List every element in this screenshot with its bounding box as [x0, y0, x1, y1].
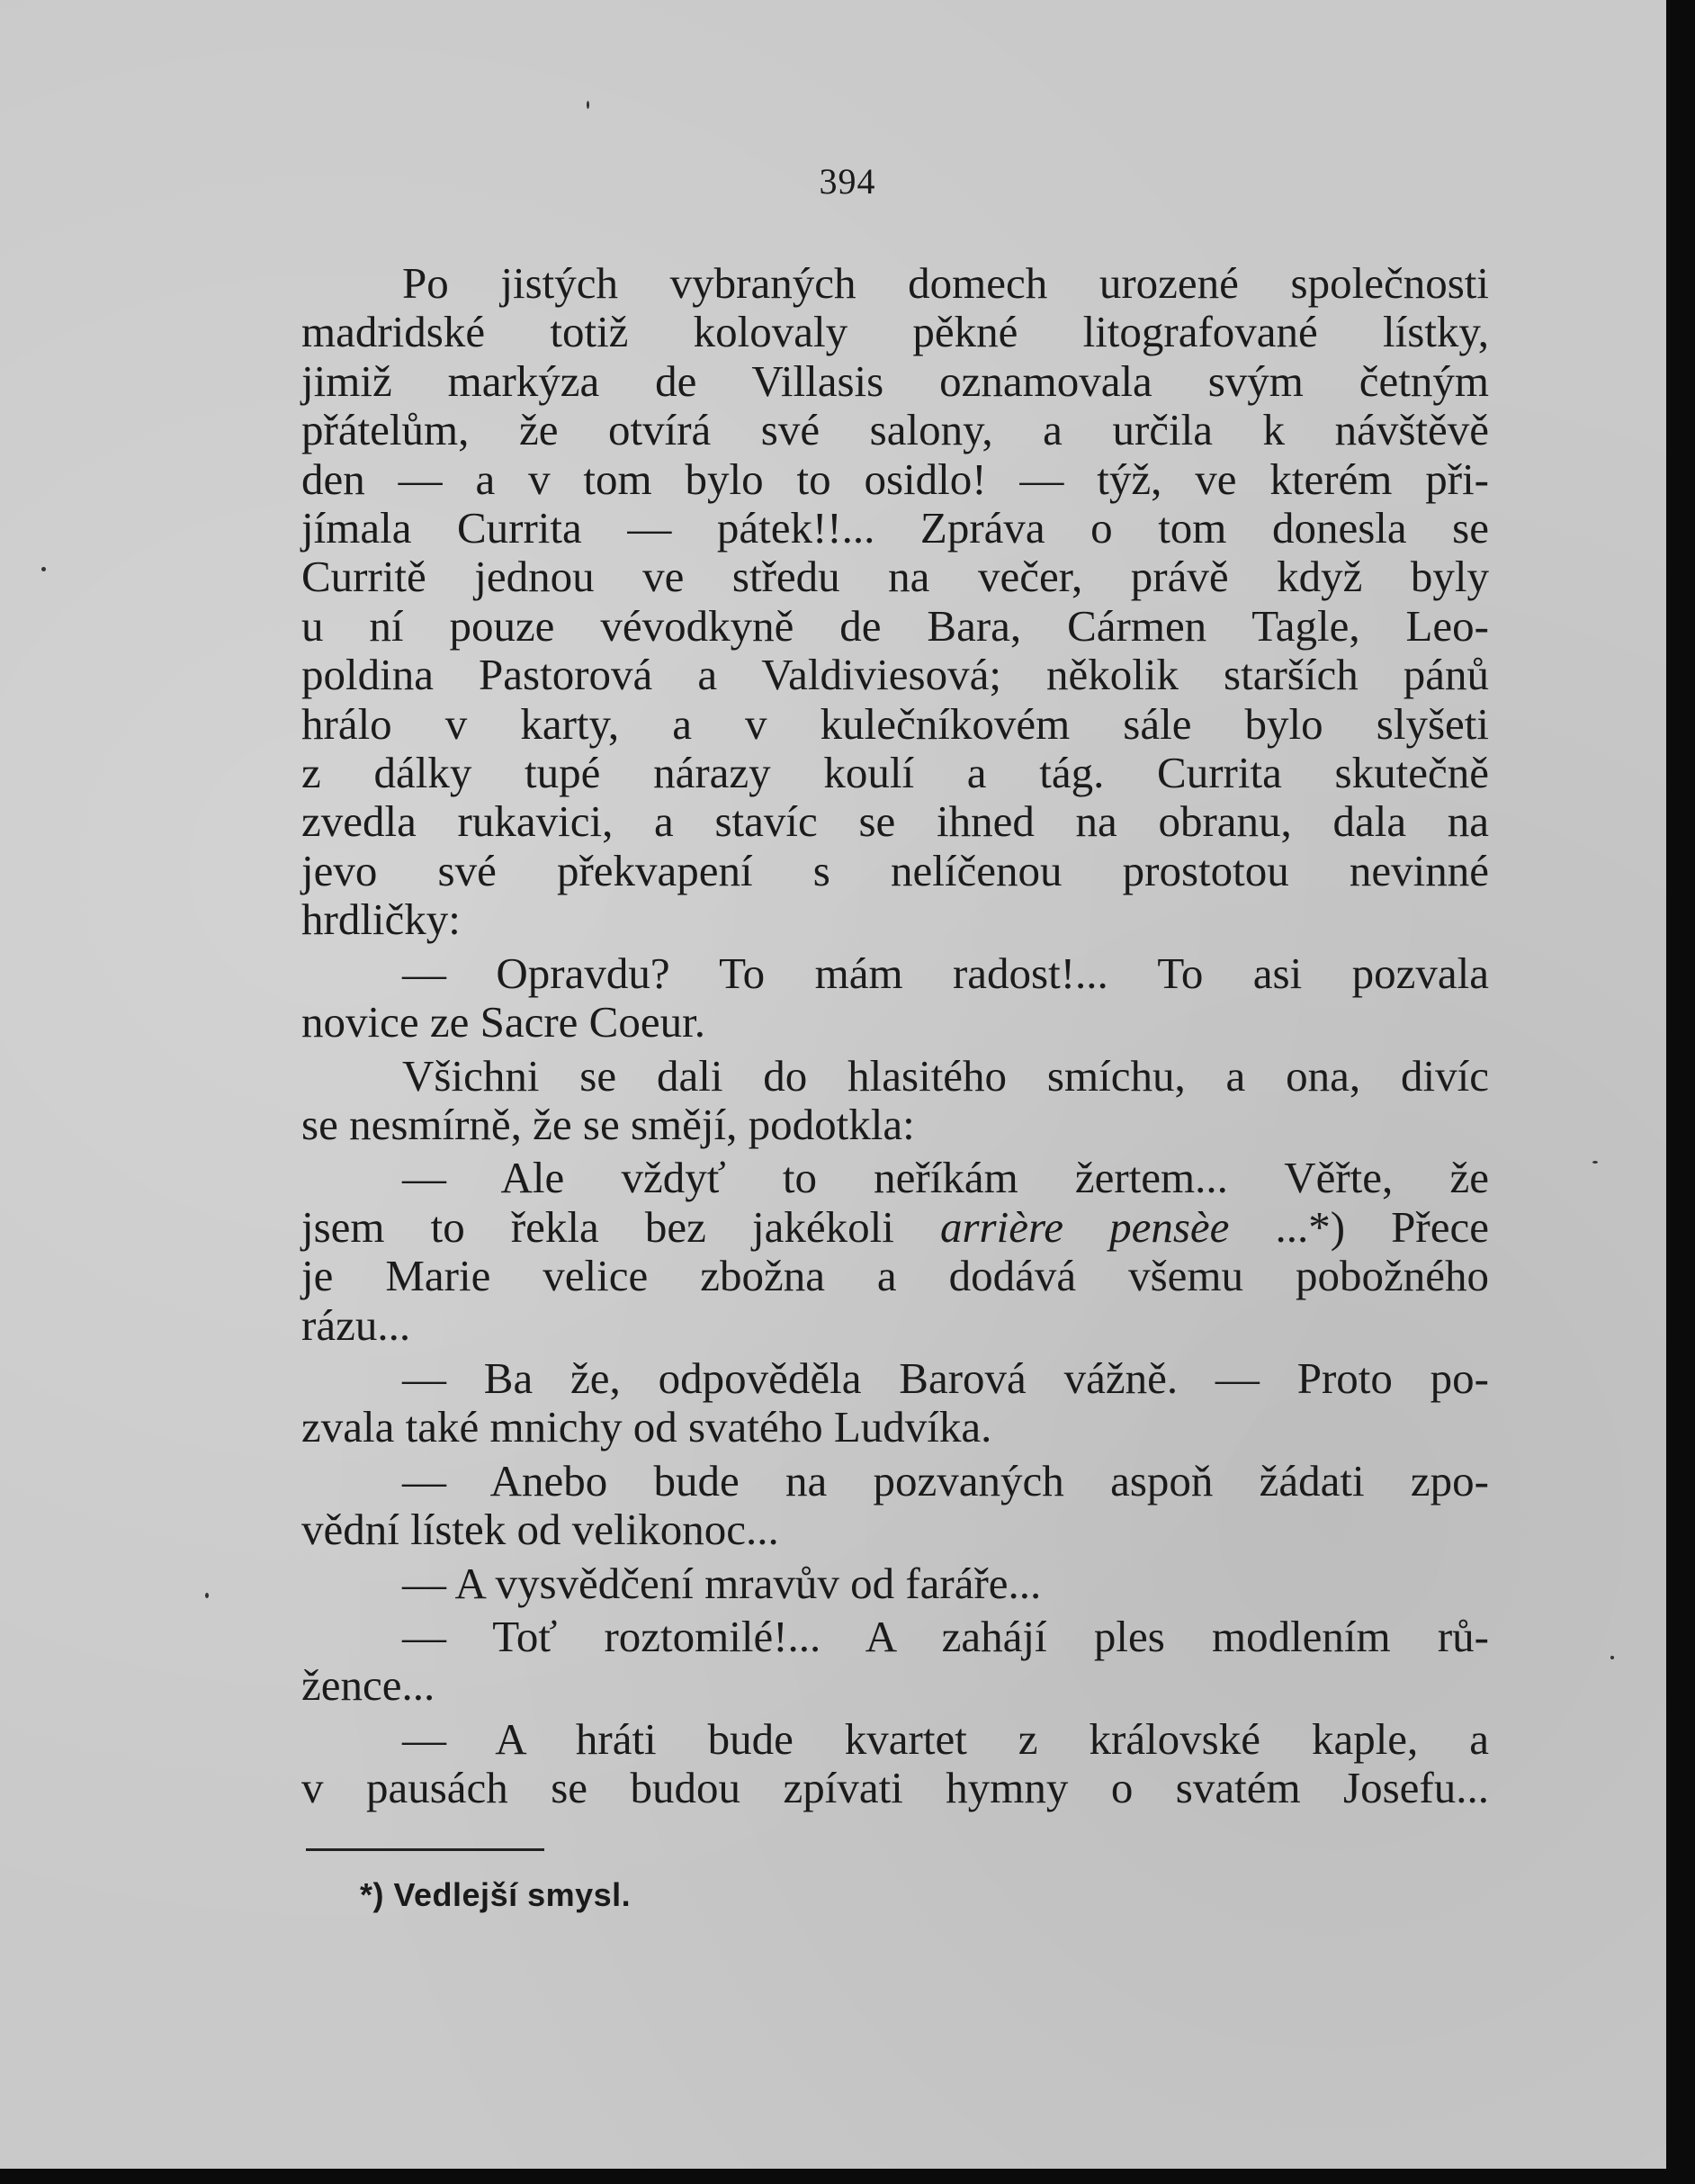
text-line: se nesmírně, že se smějí, podotkla: — [301, 1099, 915, 1149]
text-line: novice ze Sacre Coeur. — [301, 997, 705, 1047]
text-line: — A hráti bude kvartet z královské kaple, a — [402, 1713, 1489, 1764]
paragraph — [301, 1715, 1489, 1813]
text-line: hrdličky: — [301, 894, 461, 945]
text-line: jimiž markýza de Villasis oznamovala svým četným — [301, 355, 1489, 406]
text-line: den — a v tom bylo to osidlo! — týž, ve kterém při- — [301, 454, 1489, 504]
scan-speck — [587, 101, 589, 109]
text-line: — A vysvědčení mravův od faráře... — [402, 1558, 1042, 1608]
text-line: jímala Currita — pátek!!... Zpráva o tom donesla se — [301, 503, 1489, 553]
text-line: — Opravdu? To mám radost!... To asi pozvala — [402, 948, 1489, 998]
paragraph — [301, 1354, 1489, 1452]
paragraph — [301, 1052, 1489, 1150]
text-line — [301, 1203, 1489, 1252]
text-line: v pausách se budou zpívati hymny o svatém Josefu... — [301, 1763, 1489, 1813]
paragraph — [301, 1559, 1489, 1608]
scan-speck — [205, 1593, 209, 1598]
paragraph — [301, 949, 1489, 1047]
paragraph — [301, 1154, 1489, 1350]
scan-speck — [1592, 1161, 1598, 1164]
text-line: zvala také mnichy od svatého Ludvíka. — [301, 1402, 992, 1452]
text-line: žence... — [301, 1660, 435, 1711]
paragraph — [301, 1457, 1489, 1555]
text-line: z dálky tupé nárazy koulí a tág. Currita skutečně — [301, 748, 1489, 798]
scan-edge-bottom — [0, 2169, 1695, 2184]
body-text — [301, 259, 1489, 1813]
text-line: Po jistých vybraných domech urozené společnosti — [402, 258, 1489, 308]
scan-edge-right — [1666, 0, 1695, 2184]
text-line: — Ba že, odpověděla Barová vážně. — Proto po- — [402, 1353, 1489, 1403]
text-fragment: ...*) Přece — [1275, 1201, 1489, 1252]
text-line: — Anebo bude na pozvaných aspoň žádati zpo- — [402, 1455, 1489, 1505]
text-line: Curritě jednou ve středu na večer, právě když byly — [301, 552, 1489, 602]
text-line: rázu... — [301, 1299, 411, 1350]
text-line: Všichni se dali do hlasitého smíchu, a ona, divíc — [402, 1050, 1489, 1101]
text-line: zvedla rukavici, a stavíc se ihned na obranu, dala na — [301, 796, 1489, 847]
text-line: přátelům, že otvírá své salony, a určila k návštěvě — [301, 405, 1489, 455]
text-line: madridské totiž kolovaly pěkné litografované lístky, — [301, 307, 1489, 357]
text-fragment: jsem to řekla bez jakékoli — [301, 1201, 894, 1252]
footnote: *) Vedlejší smysl. — [360, 1876, 632, 1913]
text-line: je Marie velice zbožna a dodává všemu pobožného — [301, 1251, 1489, 1301]
text-line: vědní lístek od velikonoc... — [301, 1505, 779, 1555]
text-line: u ní pouze vévodkyně de Bara, Cármen Tagle, Leo- — [301, 600, 1489, 651]
footnote-separator — [306, 1848, 544, 1851]
page-number: 394 — [819, 161, 876, 202]
text-line: poldina Pastorová a Valdiviesová; několik starších pánů — [301, 650, 1489, 700]
paragraph — [301, 1613, 1489, 1711]
paragraph — [301, 259, 1489, 945]
scan-speck — [1610, 1656, 1614, 1659]
text-line: jevo své překvapení s nelíčenou prostotou nevinné — [301, 845, 1489, 895]
text-line: — Toť roztomilé!... A zahájí ples modlením rů- — [402, 1611, 1489, 1661]
scan-speck — [41, 567, 46, 571]
text-line: — Ale vždyť to neříkám žertem... Věřte, že — [402, 1153, 1489, 1203]
italic-phrase: arrière pensèe — [939, 1201, 1230, 1252]
text-line: hrálo v karty, a v kulečníkovém sále bylo slyšeti — [301, 698, 1489, 749]
